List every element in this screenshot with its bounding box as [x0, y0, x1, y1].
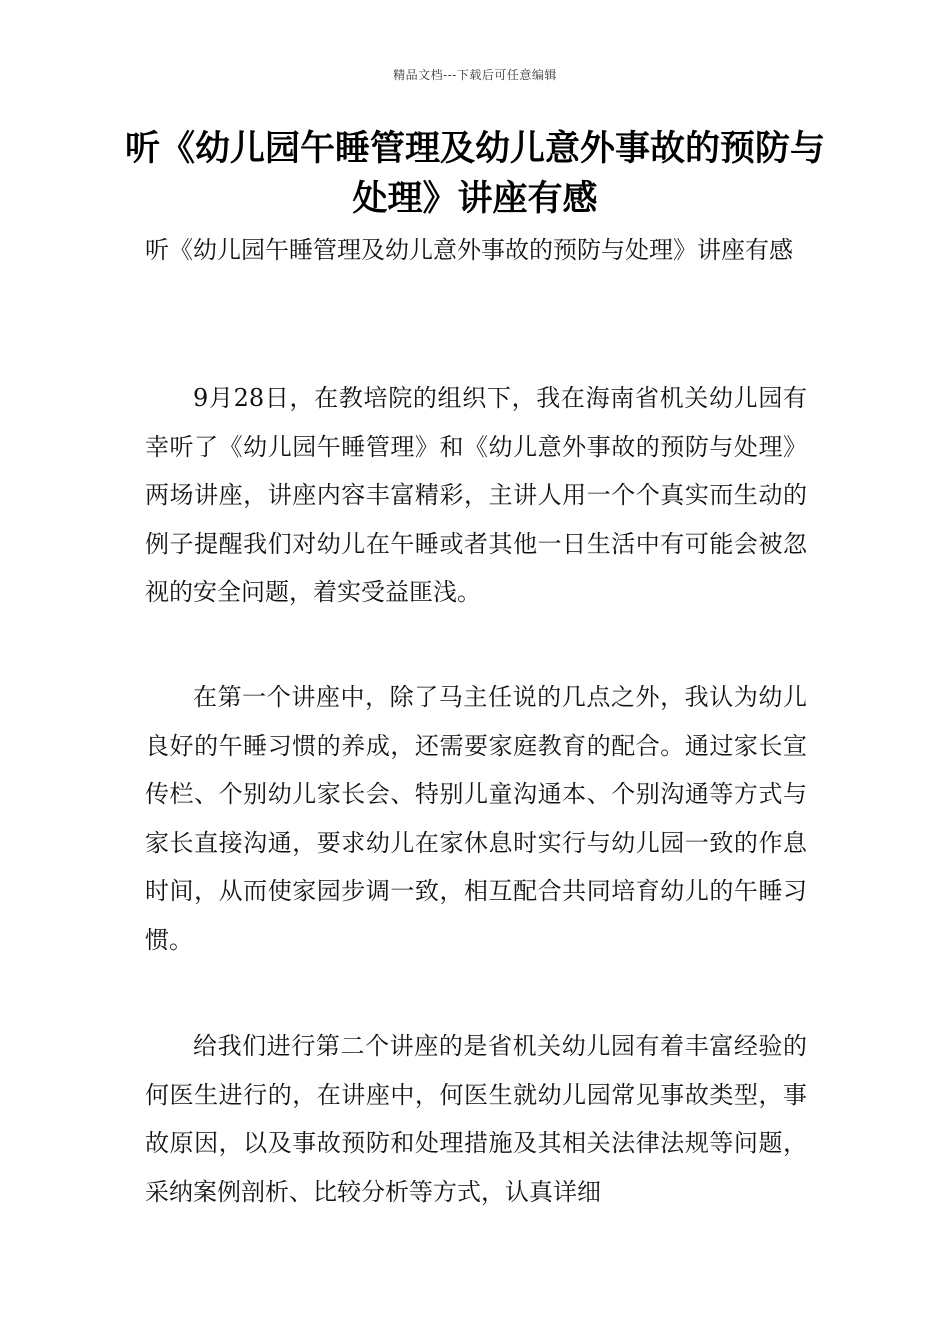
header-note: 精品文档---下载后可任意编辑: [393, 68, 557, 82]
paragraph-1: 9月28日，在教培院的组织下，我在海南省机关幼儿园有幸听了《幼儿园午睡管理》和《幼儿意外事故的预防与处理》两场讲座，讲座内容丰富精彩，主讲人用一个个真实而生动的例子提醒我们对幼儿在午睡或者其他一日生活中有可能会被忽视的安全问题，着实受益匪浅。: [145, 384, 807, 606]
document-subtitle: 听《幼儿园午睡管理及幼儿意外事故的预防与处理》讲座有感: [145, 236, 793, 264]
paragraph-2: 在第一个讲座中，除了马主任说的几点之外，我认为幼儿良好的午睡习惯的养成，还需要家庭教育的配合。通过家长宣传栏、个别幼儿家长会、特别儿童沟通本、个别沟通等方式与家长直接沟通，要求幼儿在家休息时实行与幼儿园一致的作息时间，从而使家园步调一致，相互配合共同培育幼儿的午睡习惯。: [145, 683, 807, 954]
document-title: 听《幼儿园午睡管理及幼儿意外事故的预防与处理》讲座有感: [124, 129, 825, 219]
paragraph-3: 给我们进行第二个讲座的是省机关幼儿园有着丰富经验的何医生进行的，在讲座中，何医生就幼儿园常见事故类型，事故原因，以及事故预防和处理措施及其相关法律法规等问题，采纳案例剖析、比较分析等方式，认真详细: [145, 1032, 807, 1206]
